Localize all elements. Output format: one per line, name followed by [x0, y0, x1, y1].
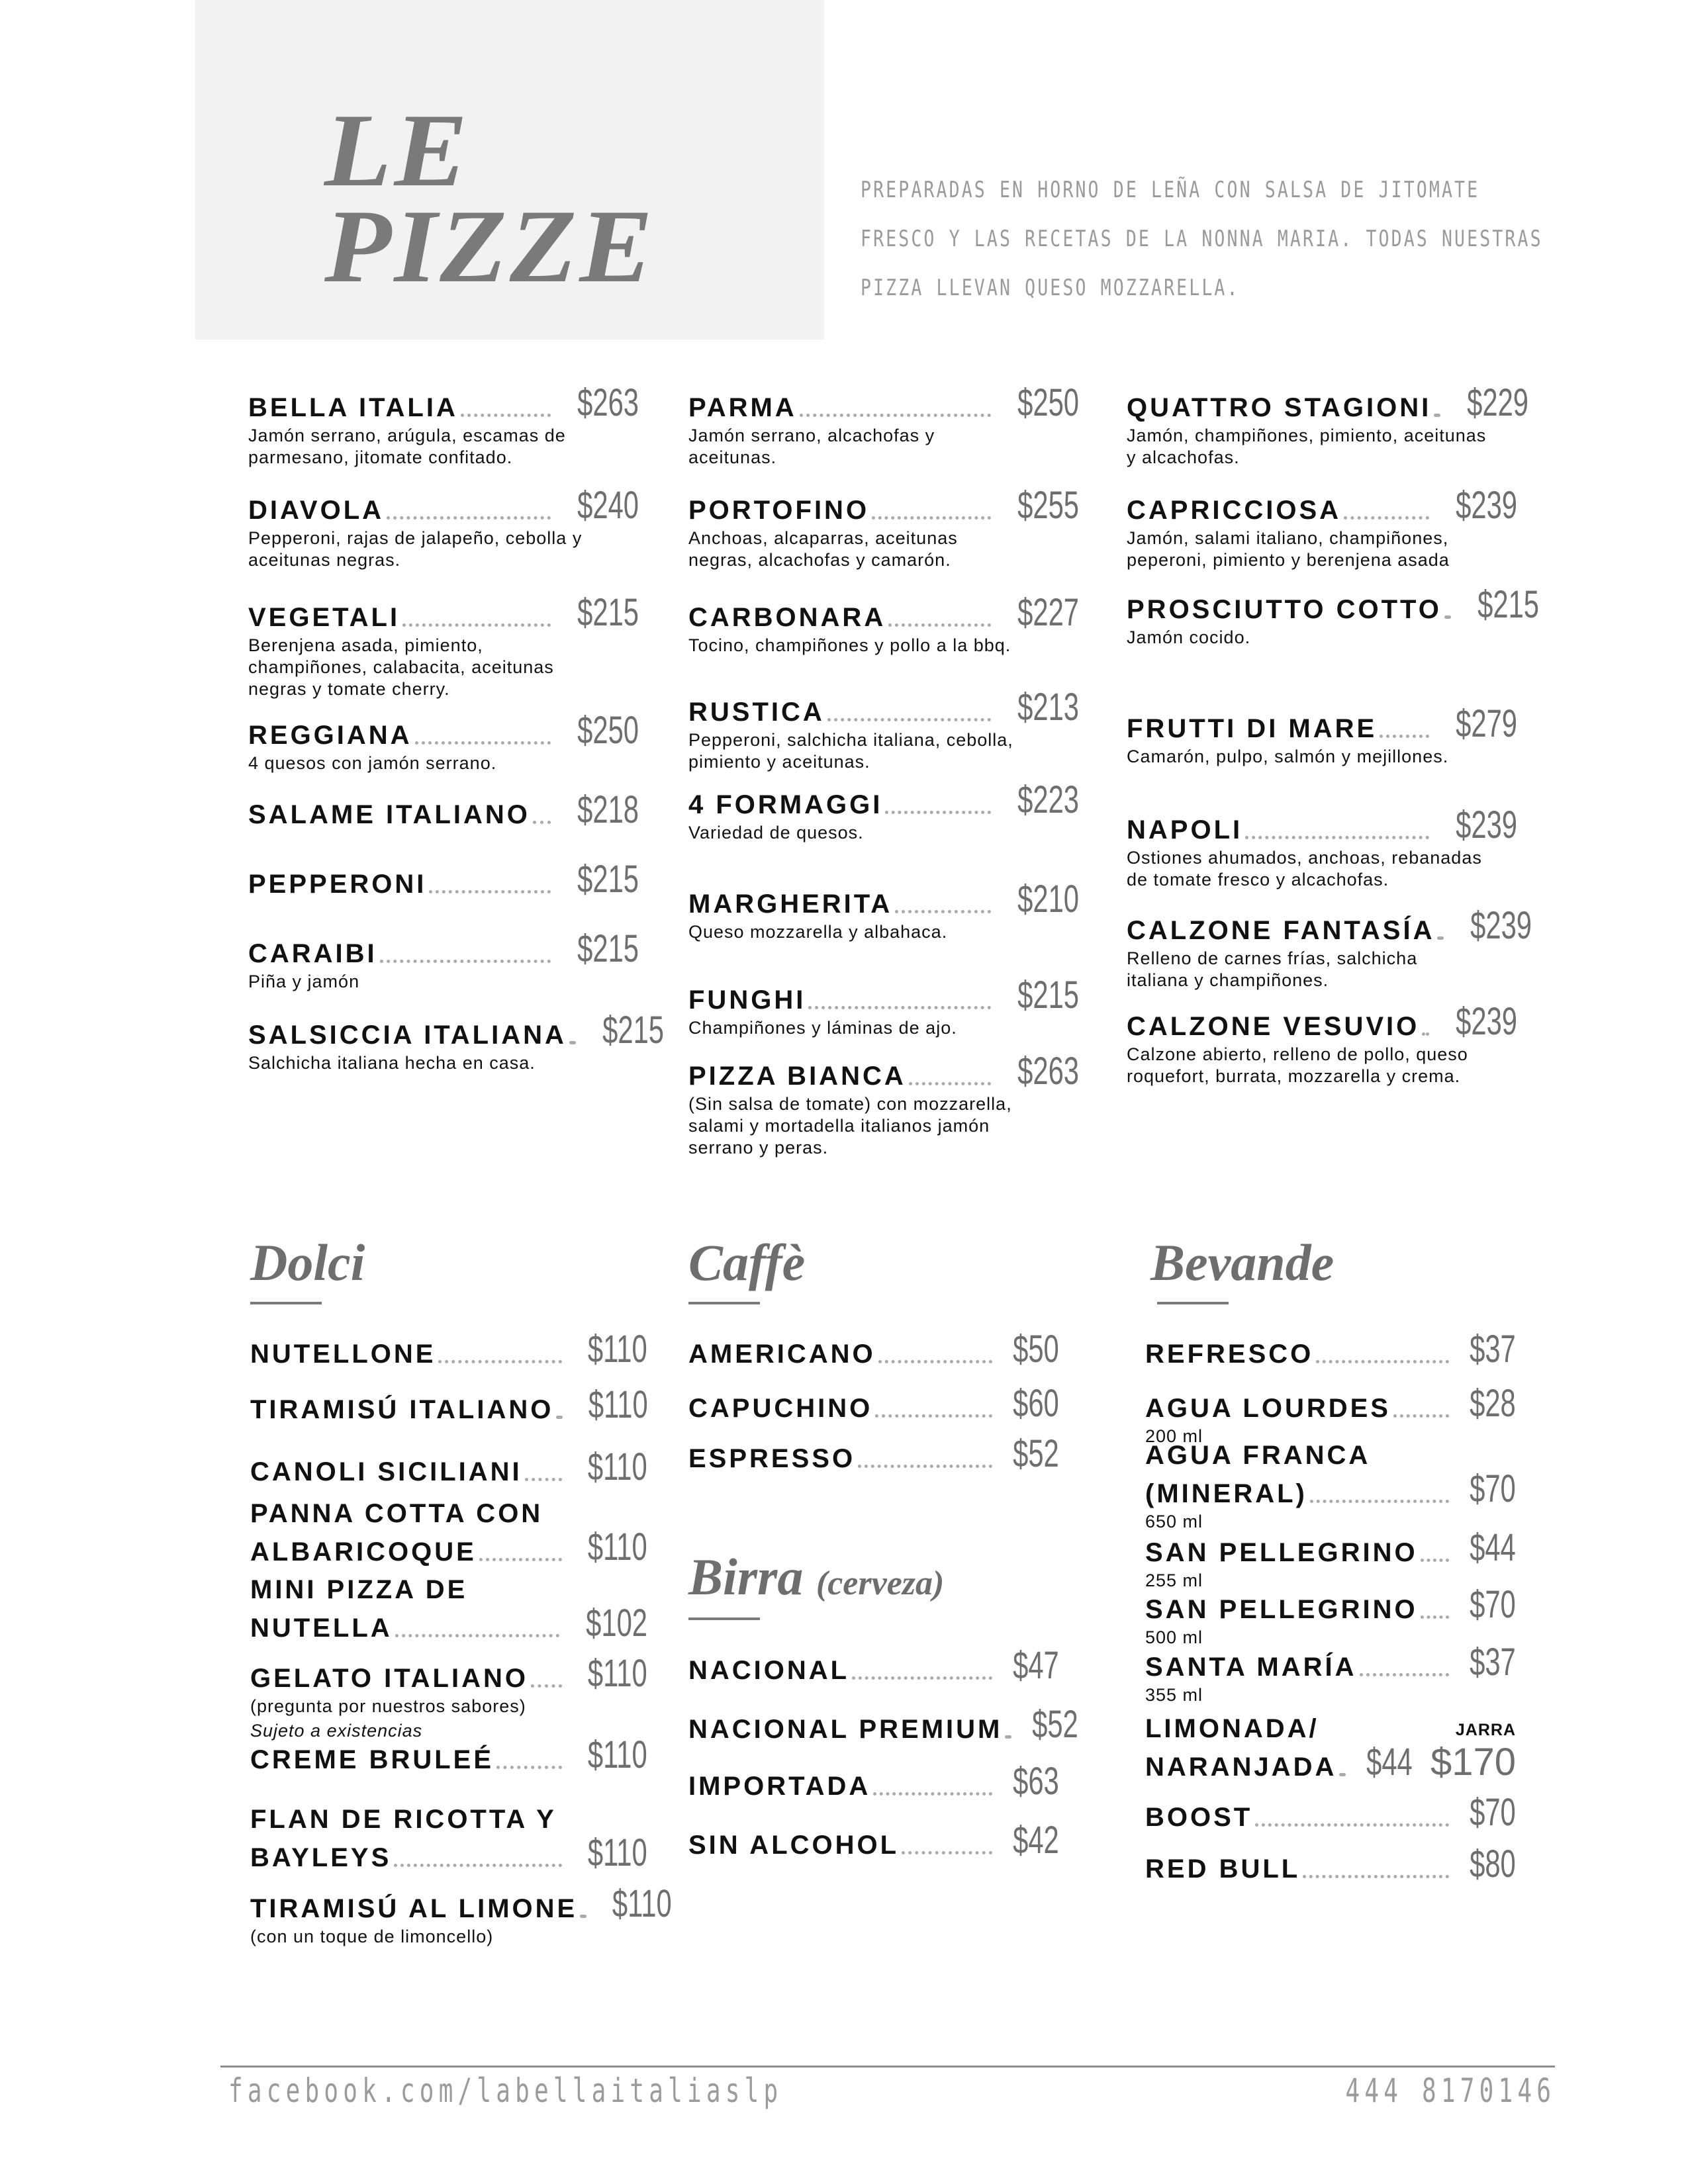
dot-leader: [496, 1766, 562, 1769]
dot-leader: [1421, 1559, 1450, 1562]
item-price: $239: [1456, 803, 1517, 846]
dot-leader: [415, 741, 551, 745]
item-name: PORTOFINO: [688, 496, 870, 525]
dot-leader: [395, 1634, 559, 1637]
dot-leader: [531, 1684, 562, 1688]
item-name: REFRESCO: [1145, 1340, 1314, 1369]
divider: [250, 1302, 322, 1304]
dot-leader: [1310, 1500, 1449, 1503]
item-price: $213: [1017, 686, 1079, 729]
divider: [688, 1302, 760, 1304]
item-price: $80: [1470, 1843, 1516, 1886]
item-price: $70: [1470, 1791, 1516, 1834]
item-name: PARMA: [688, 393, 797, 422]
item-description: (pregunta por nuestros sabores): [250, 1696, 526, 1716]
item-name: ALBARICOQUE: [250, 1537, 477, 1567]
item-price: $52: [1013, 1432, 1059, 1475]
item-name: SALAME ITALIANO: [248, 800, 530, 829]
item-price: $210: [1017, 878, 1079, 921]
dot-leader: [556, 1416, 563, 1419]
item-description: Camarón, pulpo, salmón y mejillones.: [1127, 747, 1449, 766]
item-price: $229: [1467, 381, 1529, 424]
dot-leader: [1422, 1032, 1429, 1036]
dot-leader: [1255, 1823, 1449, 1827]
menu-item: [1127, 486, 1517, 571]
menu-item: [688, 1432, 1059, 1475]
phone-number: 444 8170146: [1345, 2071, 1556, 2110]
dot-leader: [461, 414, 551, 417]
item-name: 4 FORMAGGI: [688, 790, 883, 819]
item-description: Jamón, salami italiano, champiñones, peperoni, pimiento y berenjena asada: [1127, 528, 1450, 570]
item-name: CAPUCHINO: [688, 1394, 873, 1423]
item-price: $50: [1013, 1328, 1059, 1371]
menu-item: [688, 688, 1079, 773]
item-price: $110: [588, 1652, 647, 1695]
item-name: NACIONAL PREMIUM: [688, 1715, 1003, 1744]
jarra-label: JARRA: [1455, 1721, 1516, 1739]
intro-line: PREPARADAS EN HORNO DE LEÑA CON SALSA DE JITOMATE: [861, 177, 1480, 203]
dot-leader: [438, 1360, 562, 1363]
item-name: TIRAMISÚ ITALIANO: [250, 1395, 554, 1424]
menu-item: [1127, 904, 1532, 991]
item-description: Queso mozzarella y albahaca.: [688, 922, 948, 942]
item-name: ESPRESSO: [688, 1444, 856, 1473]
menu-item: [1127, 702, 1517, 768]
dot-leader: [1421, 1615, 1450, 1619]
item-price: $52: [1032, 1703, 1079, 1746]
item-name: CARAIBI: [248, 939, 377, 968]
page-title: [324, 93, 656, 304]
item-description: (con un toque de limoncello): [250, 1927, 494, 1946]
jarra-price: $170: [1430, 1741, 1516, 1784]
item-description: Berenjena asada, pimiento, champiñones, calabacita, aceitunas negras y tomate cherry.: [248, 635, 554, 699]
item-price: $110: [588, 1525, 647, 1569]
item-price: $239: [1456, 484, 1517, 527]
item-name: DIAVOLA: [248, 496, 385, 525]
item-description: Relleno de carnes frías, salchicha italiana y champiñones.: [1127, 948, 1418, 990]
title-line-1: LE: [324, 93, 471, 208]
item-name: PIZZA BIANCA: [688, 1062, 906, 1091]
item-name: NACIONAL: [688, 1656, 850, 1685]
menu-item: [1145, 1845, 1516, 1884]
menu-item: [250, 1383, 649, 1426]
dot-leader: [380, 960, 551, 963]
item-name-line1: LIMONADA/: [1145, 1714, 1319, 1743]
item-name: GELATO ITALIANO: [250, 1664, 528, 1693]
menu-item: [688, 381, 1079, 469]
dot-leader: [1444, 615, 1451, 619]
dot-leader: [580, 1915, 586, 1918]
menu-item: [250, 1445, 647, 1488]
dot-leader: [858, 1465, 992, 1468]
item-name: TIRAMISÚ AL LIMONE: [250, 1894, 578, 1923]
item-name: REGGIANA: [248, 721, 412, 750]
dot-leader: [394, 1864, 562, 1867]
item-price: $255: [1017, 484, 1079, 527]
item-price: $227: [1017, 591, 1079, 634]
menu-item: [248, 711, 639, 774]
dot-leader: [1303, 1875, 1449, 1878]
item-name: IMPORTADA: [688, 1772, 871, 1801]
menu-item: [250, 1499, 647, 1567]
item-name: SAN PELLEGRINO: [1145, 1595, 1418, 1624]
item-description: Champiñones y láminas de ajo.: [688, 1018, 957, 1038]
item-name: CALZONE FANTASÍA: [1127, 916, 1435, 945]
section-title-bevande: Bevande: [1150, 1234, 1335, 1291]
menu-item: [1145, 1382, 1516, 1447]
menu-item: [688, 486, 1079, 571]
divider: [1157, 1302, 1229, 1304]
item-price: $215: [602, 1009, 664, 1052]
dot-leader: [479, 1558, 562, 1561]
menu-item: [250, 1805, 647, 1872]
menu-item: [1145, 1526, 1516, 1592]
dot-leader: [1437, 936, 1444, 940]
item-name: SALSICCIA ITALIANA: [248, 1021, 567, 1050]
item-price: $37: [1470, 1641, 1516, 1684]
item-name: CARBONARA: [688, 603, 886, 632]
dot-leader: [909, 1082, 991, 1085]
item-price: $240: [577, 484, 639, 527]
dot-leader: [525, 1478, 563, 1481]
intro-line: PIZZA LLEVAN QUESO MOZZARELLA.: [861, 275, 1240, 301]
menu-item: [248, 860, 639, 899]
dot-leader: [888, 623, 991, 627]
menu-item: [250, 1882, 672, 1948]
menu-item: [248, 591, 639, 700]
menu-item: [1127, 583, 1539, 649]
item-description: Tocino, champiñones y pollo a la bbq.: [688, 635, 1011, 655]
menu-item: [250, 1652, 647, 1742]
item-name: BOOST: [1145, 1803, 1253, 1832]
title-line-2: PIZZE: [324, 189, 656, 304]
menu-item: [248, 1009, 664, 1074]
dot-leader: [878, 1360, 993, 1363]
item-description: Pepperoni, salchicha italiana, cebolla, pimiento y aceitunas.: [688, 730, 1013, 772]
menu-item: [688, 976, 1079, 1039]
dot-leader: [895, 910, 991, 913]
dot-leader: [872, 516, 991, 520]
item-description: Variedad de quesos.: [688, 823, 864, 842]
item-name: NARANJADA: [1145, 1752, 1337, 1782]
item-price: $110: [588, 1445, 647, 1488]
menu-item: [250, 1575, 647, 1643]
item-price: $263: [1017, 1050, 1079, 1093]
item-name: SIN ALCOHOL: [688, 1831, 900, 1860]
item-price: $215: [1017, 974, 1079, 1017]
item-price: $218: [577, 788, 639, 831]
item-description: Pepperoni, rajas de jalapeño, cebolla y aceitunas negras.: [248, 528, 583, 570]
item-name: FRUTTI DI MARE: [1127, 714, 1378, 743]
item-name: CANOLI SICILIANI: [250, 1457, 522, 1486]
dot-leader: [800, 414, 991, 417]
item-name: BELLA ITALIA: [248, 393, 458, 422]
menu-item: [688, 1644, 1059, 1687]
birra-subtitle: (cerveza): [816, 1565, 945, 1602]
item-price: $215: [577, 591, 639, 634]
menu-item: [250, 1330, 647, 1369]
item-name: NUTELLA: [250, 1614, 393, 1643]
menu-item: [250, 1733, 647, 1776]
dot-leader: [852, 1676, 992, 1680]
item-description: 500 ml: [1145, 1627, 1203, 1647]
item-name: PROSCIUTTO COTTO: [1127, 595, 1442, 624]
item-name-line1: PANNA COTTA CON: [250, 1499, 543, 1528]
item-price: $37: [1470, 1328, 1516, 1371]
item-name: NUTELLONE: [250, 1340, 436, 1369]
facebook-link[interactable]: facebook.com/labellaitaliaslp: [228, 2071, 783, 2110]
item-name: CAPRICCIOSA: [1127, 496, 1342, 525]
item-name: FUNGHI: [688, 985, 806, 1015]
item-price: $110: [588, 1733, 647, 1776]
divider: [688, 1617, 760, 1620]
menu-item: [688, 778, 1079, 844]
item-price: $250: [1017, 381, 1079, 424]
menu-item: [1145, 1441, 1516, 1533]
item-price: $44: [1470, 1526, 1516, 1569]
item-name: RED BULL: [1145, 1854, 1301, 1884]
item-price: $239: [1456, 1000, 1517, 1043]
item-name: MARGHERITA: [688, 889, 893, 919]
item-name: CREME BRULEÉ: [250, 1745, 494, 1774]
item-price: $110: [588, 1831, 647, 1874]
menu-item: [688, 591, 1079, 657]
item-name-line1: FLAN DE RICOTTA Y: [250, 1805, 557, 1834]
item-price: $70: [1470, 1583, 1516, 1626]
item-price: $42: [1013, 1819, 1059, 1862]
section-title-caffe: Caffè: [688, 1234, 806, 1291]
section-title-dolci: Dolci: [250, 1234, 365, 1291]
dot-leader: [569, 1041, 576, 1044]
item-price: $110: [588, 1328, 647, 1371]
dot-leader: [875, 1414, 992, 1418]
dot-leader: [1393, 1414, 1449, 1418]
dot-leader: [533, 821, 551, 824]
menu-item: [1127, 803, 1517, 891]
item-name: RUSTICA: [688, 698, 825, 727]
item-price: $102: [586, 1602, 647, 1645]
item-name: PEPPERONI: [248, 870, 427, 899]
item-name: SANTA MARÍA: [1145, 1653, 1357, 1682]
item-name: SAN PELLEGRINO: [1145, 1538, 1418, 1567]
menu-item: [688, 1703, 1079, 1746]
menu-item: [1127, 381, 1529, 469]
dot-leader: [1316, 1360, 1449, 1363]
menu-item: [1145, 1643, 1516, 1706]
item-description: 4 quesos con jamón serrano.: [248, 753, 497, 773]
footer-divider: [220, 2066, 1555, 2068]
menu-item: [688, 1330, 1059, 1369]
menu-item: [1127, 1000, 1517, 1087]
dot-leader: [1245, 836, 1429, 839]
dot-leader: [1434, 414, 1440, 417]
item-price: $215: [577, 927, 639, 970]
menu-item: [248, 381, 639, 469]
item-name: AMERICANO: [688, 1340, 876, 1369]
menu-item: [248, 788, 639, 831]
item-price: $279: [1456, 702, 1517, 745]
item-description: 355 ml: [1145, 1685, 1203, 1705]
item-description: Jamón cocido.: [1127, 627, 1251, 647]
dot-leader: [902, 1851, 992, 1854]
menu-item: [1145, 1714, 1516, 1782]
item-name: VEGETALI: [248, 603, 400, 632]
item-description: Calzone abierto, relleno de pollo, queso roquefort, burrata, mozzarella y crema.: [1127, 1044, 1468, 1086]
item-price: $70: [1470, 1467, 1516, 1510]
section-title-birra: [688, 1548, 945, 1610]
item-description: Anchoas, alcaparras, aceitunas negras, alcachofas y camarón.: [688, 528, 958, 570]
item-name: NAPOLI: [1127, 815, 1243, 844]
dot-leader: [885, 811, 991, 814]
dot-leader: [873, 1792, 992, 1796]
menu-item: [1145, 1583, 1516, 1649]
item-price: $47: [1013, 1644, 1059, 1687]
header-panel: [195, 0, 824, 340]
item-price: $223: [1017, 778, 1079, 821]
menu-item: [688, 1382, 1059, 1425]
item-description: Piña y jamón: [248, 972, 360, 991]
dot-leader: [1344, 516, 1429, 520]
item-name: AGUA LOURDES: [1145, 1394, 1391, 1423]
menu-item: [1145, 1330, 1516, 1369]
item-price: $110: [588, 1383, 649, 1426]
menu-item: [1145, 1791, 1516, 1834]
item-description: 650 ml: [1145, 1512, 1203, 1531]
item-description: Ostiones ahumados, anchoas, rebanadas de tomate fresco y alcachofas.: [1127, 848, 1482, 889]
item-description: 200 ml: [1145, 1426, 1203, 1446]
dot-leader: [808, 1006, 991, 1009]
item-name: CALZONE VESUVIO: [1127, 1012, 1420, 1041]
intro-text: [861, 165, 1543, 312]
item-price: $263: [577, 381, 639, 424]
menu-item: [688, 1052, 1079, 1159]
item-price: $63: [1013, 1760, 1059, 1803]
item-description: 255 ml: [1145, 1570, 1203, 1590]
dot-leader: [387, 516, 551, 520]
item-name: BAYLEYS: [250, 1843, 392, 1872]
dot-leader: [1380, 735, 1429, 738]
item-description: Jamón, champiñones, pimiento, aceitunas y alcachofas.: [1127, 426, 1487, 467]
item-price: $60: [1013, 1382, 1059, 1425]
item-price: $28: [1470, 1382, 1516, 1425]
item-price: $215: [577, 858, 639, 901]
item-price: $110: [612, 1882, 672, 1925]
item-name: QUATTRO STAGIONI: [1127, 393, 1432, 422]
dot-leader: [429, 890, 551, 893]
dot-leader: [1339, 1773, 1346, 1776]
item-name-line1: MINI PIZZA DE: [250, 1575, 468, 1604]
menu-item: [688, 1821, 1059, 1860]
item-price: $215: [1477, 583, 1539, 626]
item-description: (Sin salsa de tomate) con mozzarella, salami y mortadella italianos jamón serrano y peras.: [688, 1094, 1012, 1158]
dot-leader: [402, 623, 551, 627]
item-name-line1: AGUA FRANCA: [1145, 1441, 1371, 1470]
menu-item: [688, 1762, 1059, 1801]
item-note: Sujeto a existencias: [250, 1721, 423, 1741]
dot-leader: [827, 718, 991, 721]
menu-item: [248, 927, 639, 993]
item-price: $250: [577, 709, 639, 752]
dot-leader: [1360, 1673, 1450, 1676]
item-description: Salchicha italiana hecha en casa.: [248, 1053, 536, 1073]
menu-item: [688, 880, 1079, 943]
dot-leader: [1005, 1735, 1011, 1739]
intro-line: FRESCO Y LAS RECETAS DE LA NONNA MARIA. TODAS NUESTRAS: [861, 226, 1543, 252]
item-description: Jamón serrano, arúgula, escamas de parmesano, jitomate confitado.: [248, 426, 566, 467]
item-price: $239: [1470, 904, 1532, 947]
item-description: Jamón serrano, alcachofas y aceitunas.: [688, 426, 935, 467]
menu-item: [248, 486, 639, 571]
item-price: $44: [1366, 1741, 1413, 1784]
birra-title: Birra: [688, 1548, 804, 1606]
item-name: (MINERAL): [1145, 1479, 1307, 1508]
